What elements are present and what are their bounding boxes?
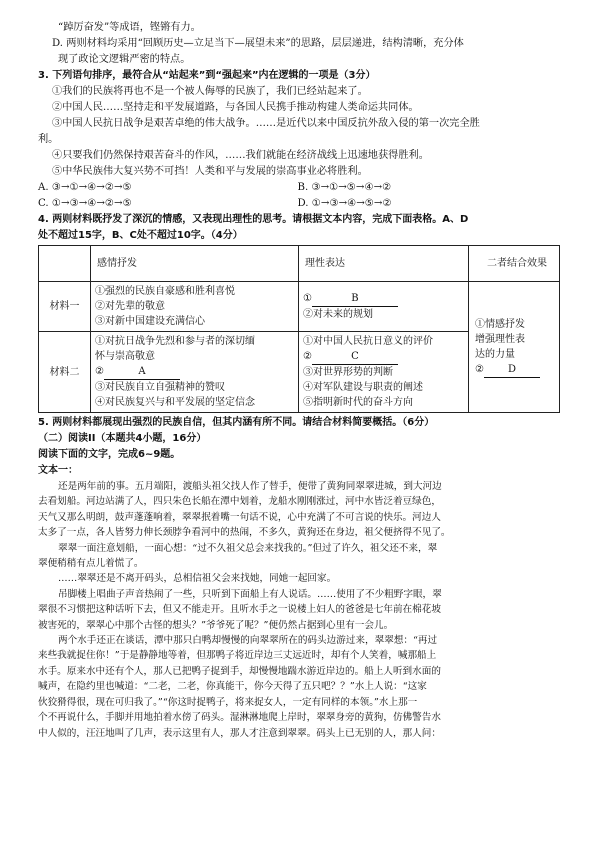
cell-line: ①情感抒发 bbox=[475, 318, 525, 330]
passage-line: 太多了一点，各人皆努力伸长颈脖争看河中的热闹，不多久，黄狗还在身边，祖父便挤得不见了。 bbox=[38, 527, 451, 539]
header-combined: 二者结合效果 bbox=[469, 246, 560, 282]
q3-options-row bbox=[38, 180, 557, 196]
blank-a[interactable]: A bbox=[104, 364, 180, 380]
cell-line: ①对中国人民抗日意义的评价 bbox=[303, 336, 433, 347]
cell-line: ④对军队建设与职责的阐述 bbox=[303, 382, 423, 393]
cell-line: ③对世界形势的判断 bbox=[303, 367, 393, 378]
passage-line: 伙狡猾得很，现在可归我了。”“你这时捉鸭子，将来捉女人，一定有同样的本领。”水上那一 bbox=[38, 696, 418, 708]
header-rational: 理性表达 bbox=[299, 246, 469, 282]
passage-line: 中人似的，汪汪地叫了几声，表示这里有人，那人才注意到翠翠。码头上已无别的人，那人问： bbox=[38, 727, 441, 739]
option-d-line: D. 两则材料均采用“回顾历史—立足当下—展望未来”的思路，层层递进，结构清晰，充分体 bbox=[52, 38, 464, 49]
cell-line: ② D bbox=[475, 362, 553, 378]
blank-c[interactable]: C bbox=[312, 349, 398, 365]
header-blank bbox=[39, 246, 91, 282]
cell-line: ①强烈的民族自豪感和胜利喜悦 bbox=[95, 286, 235, 297]
cell-line: ②对先辈的敬意 bbox=[95, 301, 165, 312]
question-4-title: 4. 两则材料既抒发了深沉的情感，又表现出理性的思考。请根据文本内容，完成下面表格。A、D bbox=[38, 214, 469, 225]
cell-line: ③对新中国建设充满信心 bbox=[95, 316, 205, 327]
cell-line: ②对未来的规划 bbox=[303, 309, 373, 320]
option-d[interactable]: D. ①→③→④→⑤→② bbox=[297, 198, 392, 209]
cell-line: ② C bbox=[303, 349, 464, 365]
instruction: 阅读下面的文字，完成6~9题。 bbox=[38, 449, 181, 460]
row-label: 材料二 bbox=[39, 332, 91, 413]
cell-line: 达的力量 bbox=[475, 348, 515, 360]
option-a[interactable]: A. ③→①→④→②→⑤ bbox=[38, 182, 132, 193]
cell-line: ② A bbox=[95, 364, 294, 380]
q3-line: ②中国人民……坚持走和平发展道路，与各国人民携手推动构建人类命运共同体。 bbox=[52, 102, 419, 113]
table-row-material-1 bbox=[39, 282, 560, 332]
row-label: 材料一 bbox=[39, 282, 91, 332]
passage-line: 还是两年前的事。五月端阳，渡船头祖父找人作了替手，便带了黄狗同翠翠进城，到大河边 bbox=[58, 481, 442, 492]
passage-line: 两个水手还正在谈话，潭中那只白鸭却慢慢的向翠翠所在的码头边游过来，翠翠想：“再过 bbox=[58, 635, 438, 647]
blank-b[interactable]: B bbox=[312, 291, 398, 307]
reading-passage bbox=[38, 479, 557, 741]
question-3-title: 3. 下列语句排序，最符合从“站起来”到“强起来”内在逻辑的一项是（3分） bbox=[38, 70, 376, 81]
passage-line: 去看划船。河边站满了人，四只朱色长船在潭中划着，龙船水刚刚涨过，河中水皆泛着豆绿色， bbox=[38, 496, 441, 508]
option-c[interactable]: C. ①→③→④→②→⑤ bbox=[38, 198, 132, 209]
q3-line: ④只要我们仍然保持艰苦奋斗的作风，……我们就能在经济战线上迅速地获得胜利。 bbox=[52, 150, 429, 161]
passage-line: ……翠翠还是不离开码头，总相信祖父会来找她，同她一起回家。 bbox=[58, 573, 337, 585]
q3-line: ③中国人民抗日战争是艰苦卓绝的伟大战争。……是近代以来中国反抗外敌入侵的第一次完全胜 bbox=[52, 118, 480, 129]
q3-line: 利。 bbox=[38, 134, 59, 145]
cell-line: ①对抗日战争先烈和参与者的深切缅 bbox=[95, 336, 255, 347]
passage-line: 被害死的，翠翠心中那个古怪的想头？”爷爷死了呢？”便仍然占据到心里有一会儿。 bbox=[38, 619, 394, 631]
cell-line: ① B bbox=[303, 291, 464, 307]
q2-tail bbox=[38, 20, 557, 68]
answer-table bbox=[38, 245, 560, 413]
table-header-row bbox=[39, 246, 560, 282]
header-emotion: 感情抒发 bbox=[91, 246, 299, 282]
passage-line: 翠很不习惯把这种话听下去，但又不能走开。且听水手之一说楼上妇人的爸爸是七年前在棉花坡 bbox=[38, 604, 441, 616]
cell-line: ⑤指明新时代的奋斗方向 bbox=[303, 397, 413, 408]
text-line: 现了政论文逻辑严密的特点。 bbox=[58, 54, 191, 65]
blank-d[interactable]: D bbox=[484, 362, 540, 378]
question-4-title-cont: 处不超过15字，B、C处不超过10字。（4分） bbox=[38, 230, 243, 241]
combined-cell bbox=[469, 282, 560, 413]
emotion-cell bbox=[91, 332, 299, 413]
option-b[interactable]: B. ③→①→⑤→④→② bbox=[297, 182, 392, 193]
passage-line: 个不再说什么，手脚并用地拍着水傍了码头。湿淋淋地爬上岸时，翠翠身旁的黄狗，仿佛警告水 bbox=[38, 712, 441, 724]
cell-line: 增强理性表 bbox=[475, 333, 525, 345]
cell-line: ④对民族复兴与和平发展的坚定信念 bbox=[95, 397, 255, 408]
passage-line: 天气又那么明朗，鼓声蓬蓬响着，翠翠抿着嘴一句话不说，心中充满了不可言说的快乐。河边人 bbox=[38, 511, 441, 523]
passage-line: 翠翠一面注意划船，一面心想：“过不久祖父总会来找我的。”但过了许久，祖父还不来，翠 bbox=[58, 542, 438, 554]
text-line: “踔厉奋发”等成语，铿锵有力。 bbox=[58, 22, 201, 33]
q3-line: ①我们的民族将再也不是一个被人侮辱的民族了，我们已经站起来了。 bbox=[52, 86, 368, 97]
question-3 bbox=[38, 68, 557, 212]
passage-line: 翠便稍稍有点儿着慌了。 bbox=[38, 558, 144, 570]
passage-line: 来些我就捉住你！”于是静静地等着，但那鸭子将近岸边三丈远近时，却有个人笑着，喊那船上 bbox=[38, 650, 437, 662]
rational-cell bbox=[299, 332, 469, 413]
passage-line: 水手。原来水中还有个人，那人已把鸭子捉到手，却慢慢地踹水游近岸边的。船上人听到水面的 bbox=[38, 665, 441, 677]
q3-options-row bbox=[38, 196, 557, 212]
question-4 bbox=[38, 212, 557, 413]
text-label: 文本一： bbox=[38, 465, 78, 476]
passage-line: 吊脚楼上唱曲子声音热闹了一些，只听到下面船上有人说话。……使用了不少粗野字眼，翠 bbox=[58, 588, 442, 600]
cell-line: 怀与崇高敬意 bbox=[95, 351, 155, 362]
section-heading: （二）阅读II（本题共4小题，16分） bbox=[38, 433, 207, 444]
q3-line: ⑤中华民族伟大复兴势不可挡！人类和平与发展的崇高事业必将胜利。 bbox=[52, 166, 368, 177]
rational-cell bbox=[299, 282, 469, 332]
cell-line: ③对民族自立自强精神的赞叹 bbox=[95, 382, 225, 393]
emotion-cell bbox=[91, 282, 299, 332]
question-5-title: 5. 两则材料都展现出强烈的民族自信，但其内涵有所不同。请结合材料简要概括。（6分） bbox=[38, 417, 435, 428]
passage-line: 喊声，在隐约里也喊道：“二老，二老，你真能干，你今天得了五只吧？？”水上人说：“这家 bbox=[38, 681, 427, 693]
